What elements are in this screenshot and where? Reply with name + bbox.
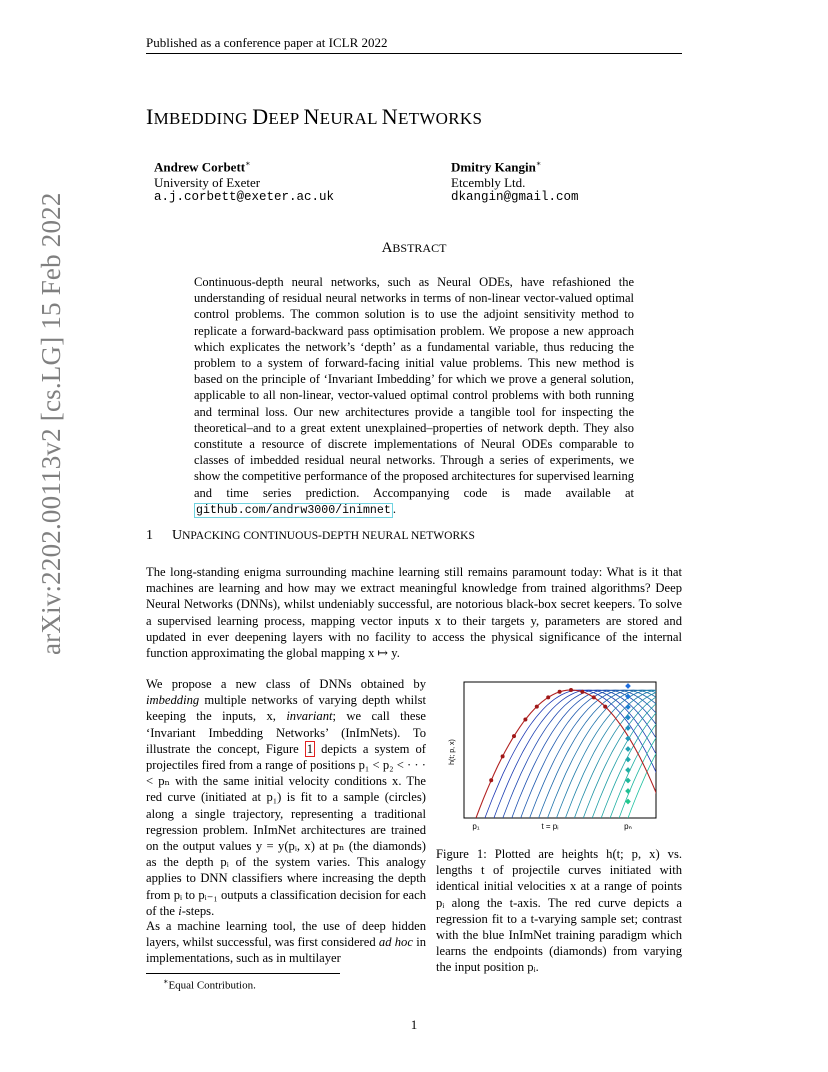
x-tick-label: t = pᵢ — [541, 822, 559, 831]
endpoint-diamond — [625, 715, 631, 721]
author-block-1: Andrew Corbett∗ University of Exeter a.j.corbett@exeter.ac.uk — [154, 159, 335, 205]
author-affiliation: University of Exeter — [154, 174, 261, 190]
section-paragraph-3: As a machine learning tool, the use of deep hidden layers, whilst successful, was first considered ad hoc in implementations, such as in multilayer — [146, 919, 426, 966]
sample-circle — [592, 695, 596, 699]
blue-projectile-curve — [565, 690, 668, 836]
header-rule — [146, 53, 682, 54]
footnote: ∗Equal Contribution. — [163, 977, 256, 992]
sample-circle — [501, 754, 505, 758]
section-paragraph-1: The long-standing enigma surrounding machine learning still remains paramount today: What is it that machines are learning and how may we extract meaningful knowledge from trained algorithms? Deep Neural Networks (DNNs), whilst undeniably successful, are notorious black-box secret keepers. To solve a supervised learning process, mapping vector inputs x to their targets y, parameters are stored and updated in ever deepening layers with no facility to access the physical significance of the internal function approximating the global mapping x ↦ y. — [146, 565, 682, 661]
sample-circle — [535, 705, 539, 709]
sample-circle — [603, 705, 607, 709]
endpoint-diamond — [625, 746, 631, 752]
abstract-body: Continuous-depth neural networks, such as Neural ODEs, have refashioned the understanding of residual neural networks in terms of non-linear vector-valued optimal control problems. The common solution is to use the adjoint sensitivity method to replicate a forward-backward pass optimisation problem. We propose a new approach which explicates the network’s ‘depth’ as a fundamental variable, thus reducing the problem to a system of forward-facing initial value problems. This new method is based on the principle of ‘Invariant Imbedding’ for which we prove a general solution, applicable to all non-linear, vector-valued optimal control problems with both running and terminal loss. Our new architectures provide a tangible tool for inspecting the theoretical–and to a great extent unexplained–properties of network depth. They also constitute a resource of discrete implementations of Neural ODEs comparable to classes of imbedded residual neural networks. Through a series of experiments, we show the competitive performance of the proposed architectures for supervised learning and time series prediction. Accompanying code is made available at github.com/andrw3000/inimnet . — [194, 275, 634, 517]
endpoint-diamond — [625, 757, 631, 763]
sample-circle — [580, 690, 584, 694]
y-axis-label: h(t; p, x) — [449, 739, 456, 765]
blue-projectile-curve — [530, 690, 668, 836]
projectile-curves — [476, 690, 668, 836]
paper-title: IMBEDDING DEEP NEURAL NETWORKS — [146, 104, 483, 129]
author-block-2: Dmitry Kangin∗ Etcembly Ltd. dkangin@gmail.com — [451, 159, 579, 205]
figure-link[interactable]: 1 — [306, 741, 314, 756]
section-paragraph-2: We propose a new class of DNNs obtained by imbedding multiple networks of varying depth whilst keeping the inputs, x, invariant; we call these ‘Invariant Imbedding Networks’ (InImNets). To illustrate the concept, Figure 1 depicts a system of projectiles fired from a range of positions p₁ < p₂ < · · · < pₙ with the same initial velocity conditions x. The red curve (initiated at p₁) is fit to a sample (circles) along a single trajectory, representing a traditional regression problem. InImNet architectures are trained on the output values y = y(pᵢ, x) at pₙ (the diamonds) as the depth pᵢ of the system varies. This analogy applies to DNN classifiers where increasing the depth from pᵢ to pᵢ₋₁ outputs a classification decision for each of the i-steps. — [146, 677, 426, 918]
blue-projectile-curve — [494, 690, 668, 836]
running-header: Published as a conference paper at ICLR 2022 — [146, 35, 388, 50]
sample-circle — [546, 695, 550, 699]
x-tick-label: p₁ — [472, 822, 480, 831]
author-name: Andrew Corbett — [154, 159, 246, 175]
blue-projectile-curve — [619, 690, 668, 836]
page-number: 1 — [410, 1017, 418, 1032]
sample-circle — [523, 718, 527, 722]
sample-circle — [512, 734, 516, 738]
endpoint-diamond — [625, 788, 631, 794]
x-tick-label: pₙ — [624, 822, 632, 831]
endpoint-diamond — [625, 683, 631, 689]
footnote-rule — [146, 973, 340, 974]
sample-circle — [569, 688, 573, 692]
endpoint-diamond — [625, 694, 631, 700]
blue-projectile-curve — [512, 690, 668, 836]
author-name: Dmitry Kangin — [451, 159, 536, 175]
sample-circle — [558, 690, 562, 694]
author-email: dkangin@gmail.com — [451, 190, 579, 205]
section-heading: 1 UNPACKING CONTINUOUS-DEPTH NEURAL NETWORKS — [146, 528, 475, 543]
figure-1-plot — [448, 676, 668, 836]
author-email: a.j.corbett@exeter.ac.uk — [154, 190, 335, 205]
arxiv-watermark: arXiv:2202.00113v2 [cs.LG] 15 Feb 2022 — [36, 192, 66, 655]
code-link[interactable]: github.com/andrw3000/inimnet — [196, 503, 391, 517]
author-affiliation: Etcembly Ltd. — [451, 174, 526, 190]
figure-caption: Figure 1: Plotted are heights h(t; p, x) vs. lengths t of projectile curves initiated with identical initial velocities x at a range of points pᵢ along the t-axis. The red curve depicts a regression fit to a t-varying sample set; contrast with the blue InImNet training paradigm which learns the endpoints (diamonds) from varying the input position pᵢ. — [436, 847, 682, 975]
blue-projectile-curve — [548, 690, 669, 836]
sample-circle — [489, 778, 493, 782]
endpoint-diamond — [625, 767, 631, 773]
abstract-heading: ABSTRACT — [381, 240, 447, 256]
